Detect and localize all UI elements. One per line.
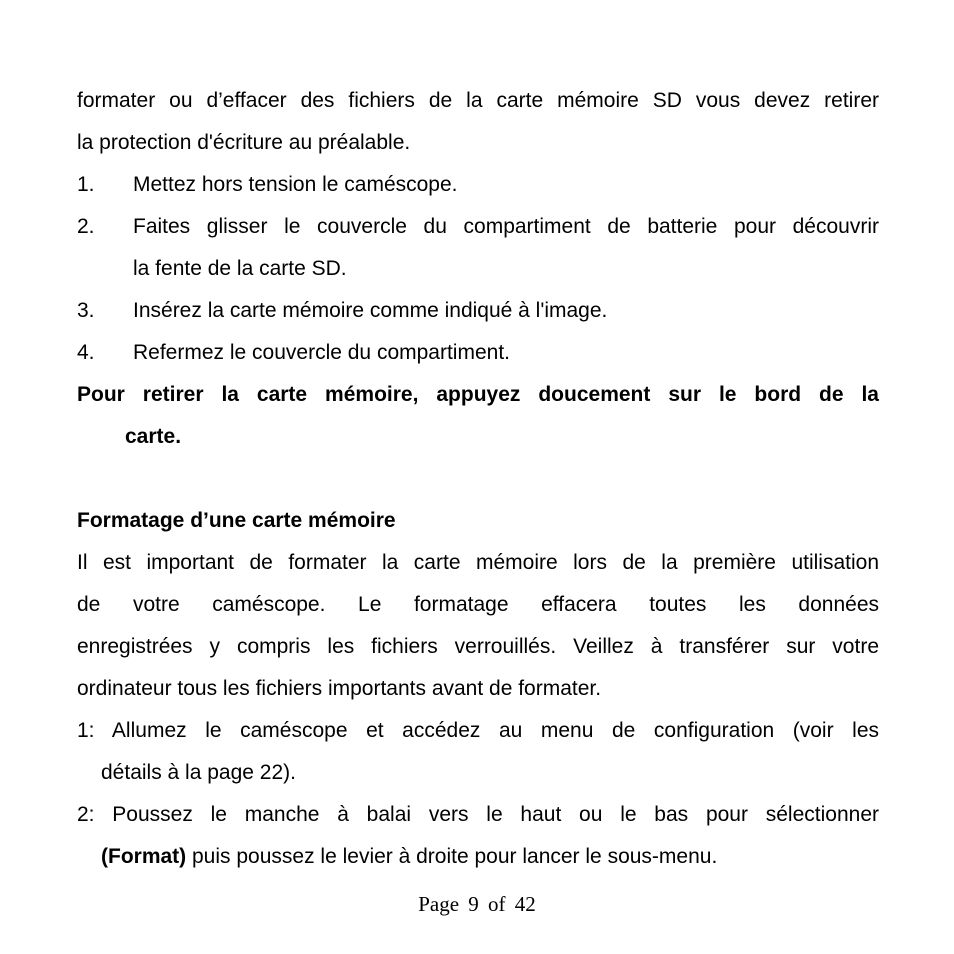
step-text: Insérez la carte mémoire comme indiqué à l'image. — [133, 299, 608, 322]
step-4 — [77, 332, 879, 374]
note-line-1: Pour retirer la carte mémoire, appuyez doucement sur le bord de la — [77, 383, 879, 406]
blank-line — [77, 458, 879, 500]
intro-line-1: formater ou d’effacer des fichiers de la carte mémoire SD vous devez retirer — [77, 89, 879, 112]
step-number: 3. — [77, 299, 95, 322]
format-step-2-line-2 — [77, 836, 879, 878]
step-text: Faites glisser le couvercle du compartiment de batterie pour découvrir — [133, 215, 879, 238]
step-number: 1. — [77, 173, 95, 196]
document-page — [77, 80, 879, 878]
section-para-line-2: de votre caméscope. Le formatage effacera toutes les données — [77, 593, 879, 616]
section-para-line-3: enregistrées y compris les fichiers verrouillés. Veillez à transférer sur votre — [77, 635, 879, 658]
step-text: Mettez hors tension le caméscope. — [133, 173, 458, 196]
format-step-1-line-1: 1: Allumez le caméscope et accédez au menu de configuration (voir les — [77, 719, 879, 742]
step-2-continuation: la fente de la carte SD. — [133, 257, 347, 280]
note-line-2: carte. — [125, 425, 182, 448]
section-para-line-1: Il est important de formater la carte mémoire lors de la première utilisation — [77, 551, 879, 574]
format-step-2-line-1: 2: Poussez le manche à balai vers le haut ou le bas pour sélectionner — [77, 803, 879, 826]
step-1 — [77, 164, 879, 206]
page-footer: Page 9 of 42 — [418, 892, 536, 916]
step-2 — [77, 206, 879, 248]
step-3 — [77, 290, 879, 332]
format-step-2-rest: puis poussez le levier à droite pour lancer le sous-menu. — [186, 845, 718, 868]
step-text: Refermez le couvercle du compartiment. — [133, 341, 510, 364]
step-number: 2. — [77, 215, 95, 238]
intro-line-2: la protection d'écriture au préalable. — [77, 131, 411, 154]
format-keyword: (Format) — [101, 845, 187, 868]
step-number: 4. — [77, 341, 95, 364]
format-step-1-line-2: détails à la page 22). — [101, 761, 296, 784]
section-para-line-4: ordinateur tous les fichiers importants avant de formater. — [77, 677, 602, 700]
section-heading: Formatage d’une carte mémoire — [77, 509, 396, 532]
